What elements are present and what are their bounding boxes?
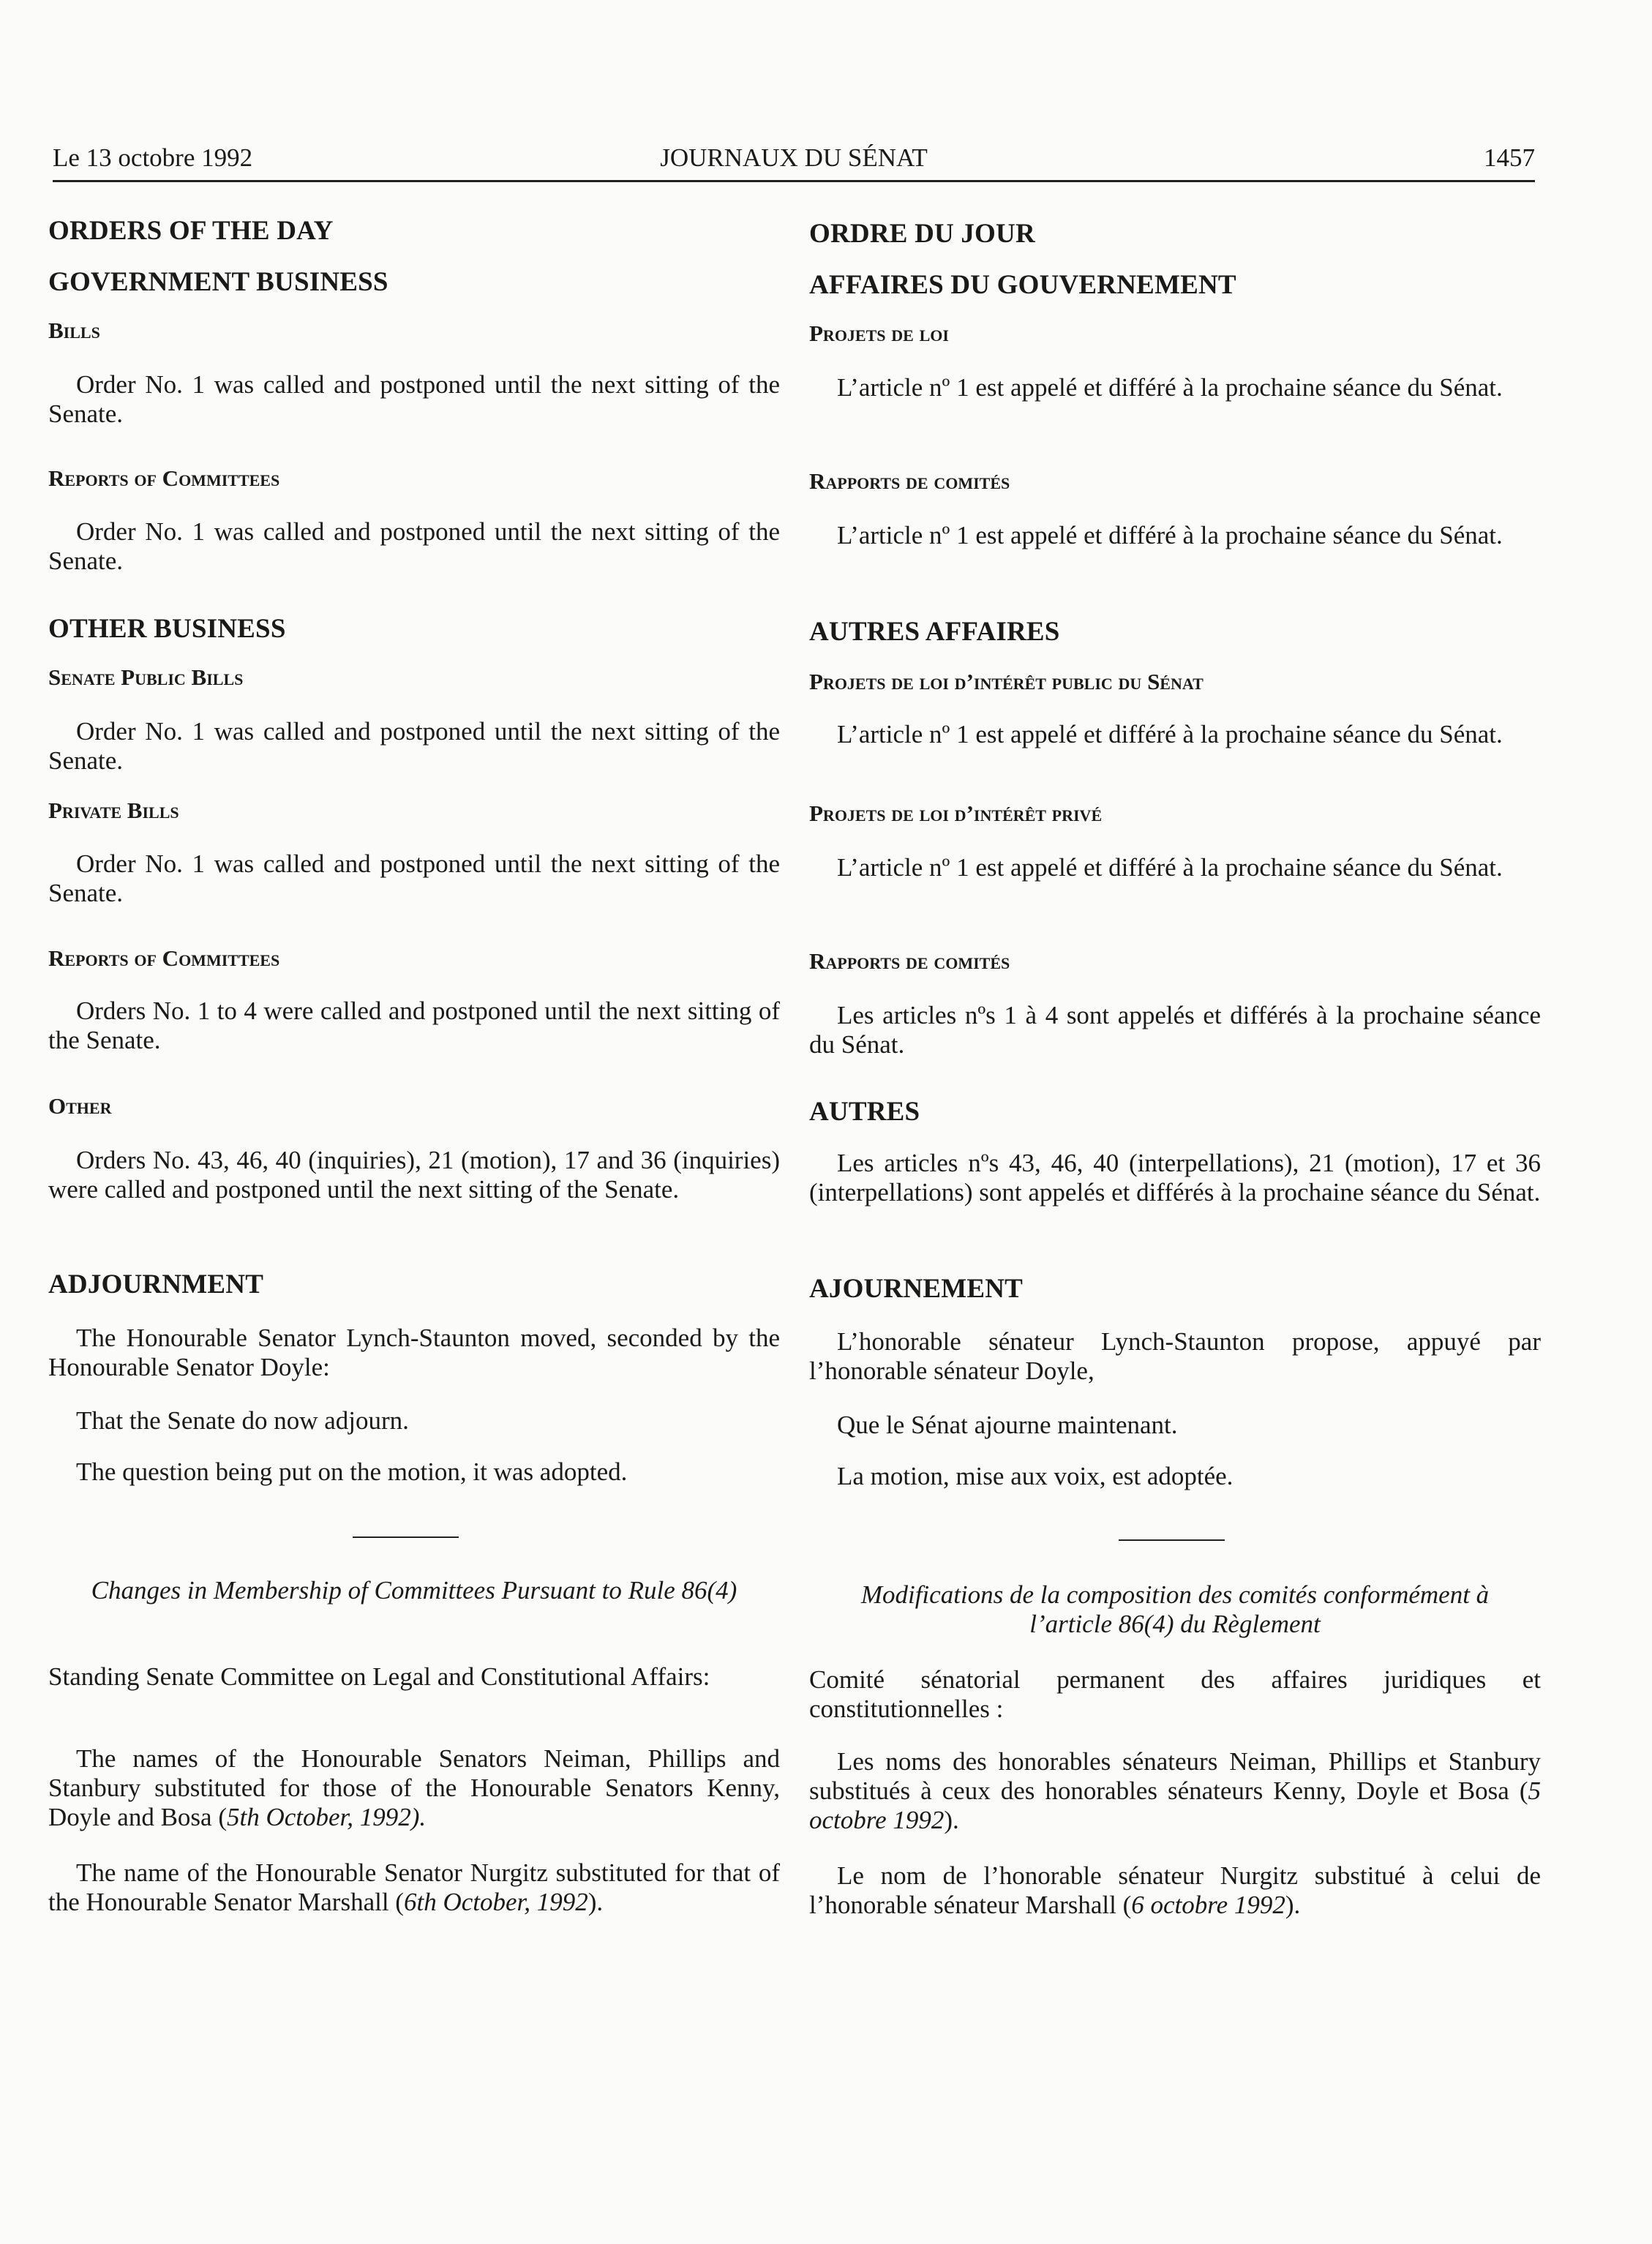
paragraph-private-bills: Order No. 1 was called and postponed until the next sitting of the Senate. <box>48 849 780 907</box>
paragraph-name-substituted: The name of the Honourable Senator Nurgitz substituted for that of the Honourable Senator Marshall (6th October, 1992). <box>48 1858 780 1916</box>
paragraph-ajournement-adoptee: La motion, mise aux voix, est adoptée. <box>837 1462 1234 1490</box>
paragraph-projets-interet-prive: L’article nº 1 est appelé et différé à la prochaine séance du Sénat. <box>837 853 1503 882</box>
changes-title: Changes in Membership of Committees Pursuant to Rule 86(4) <box>91 1576 737 1605</box>
paragraph-noms-substitues: Les noms des honorables sénateurs Neiman, Phillips et Stanbury substitués à ceux des honorables sénateurs Kenny, Doyle et Bosa (5 octobre 1992). <box>809 1747 1541 1834</box>
heading-affaires-du-gouvernement: AFFAIRES DU GOUVERNEMENT <box>809 270 1236 300</box>
subheading-private-bills: Private Bills <box>48 798 179 823</box>
heading-orders-of-the-day: ORDERS OF THE DAY <box>48 216 334 246</box>
section-divider <box>353 1536 459 1538</box>
heading-ajournement: AJOURNEMENT <box>809 1274 1024 1304</box>
paragraph-other: Orders No. 43, 46, 40 (inquiries), 21 (motion), 17 and 36 (inquiries) were called and postponed until the next sitting of the Senate. <box>48 1146 780 1204</box>
page-number: 1457 <box>1484 143 1535 172</box>
paragraph-adjournment-adopted: The question being put on the motion, it was adopted. <box>76 1457 628 1486</box>
heading-autres-affaires: AUTRES AFFAIRES <box>809 617 1060 647</box>
heading-ordre-du-jour: ORDRE DU JOUR <box>809 219 1035 249</box>
paragraph-ajournement-resolution: Que le Sénat ajourne maintenant. <box>837 1411 1178 1439</box>
paragraph-adjournment-motion: The Honourable Senator Lynch-Staunton moved, seconded by the Honourable Senator Doyle: <box>48 1324 780 1381</box>
header-date: Le 13 octobre 1992 <box>53 143 253 172</box>
heading-adjournment: ADJOURNMENT <box>48 1269 264 1299</box>
heading-government-business: GOVERNMENT BUSINESS <box>48 267 388 297</box>
subheading-reports-of-committees-2: Reports of Committees <box>48 945 280 971</box>
subheading-bills: Bills <box>48 318 100 343</box>
paragraph-names-substituted: The names of the Honourable Senators Neiman, Phillips and Stanbury substituted for those of the Honourable Senators Kenny, Doyle and Bosa (5th October, 1992). <box>48 1744 780 1831</box>
paragraph-rapports-de-comites: L’article nº 1 est appelé et différé à la prochaine séance du Sénat. <box>837 521 1503 549</box>
heading-autres: AUTRES <box>809 1097 920 1127</box>
comite-name: Comité sénatorial permanent des affaires juridiques et constitutionnelles : <box>809 1665 1541 1723</box>
paragraph-projets-interet-public: L’article nº 1 est appelé et différé à la prochaine séance du Sénat. <box>837 720 1503 748</box>
subheading-projets-interet-public: Projets de loi d’intérêt public du Sénat <box>809 669 1204 694</box>
paragraph-bills: Order No. 1 was called and postponed until the next sitting of the Senate. <box>48 370 780 428</box>
subheading-rapports-de-comites-2: Rapports de comités <box>809 948 1010 974</box>
section-divider-fr <box>1119 1539 1225 1541</box>
paragraph-projets-de-loi: L’article nº 1 est appelé et différé à la prochaine séance du Sénat. <box>837 373 1503 402</box>
paragraph-autres: Les articles nºs 43, 46, 40 (interpellations), 21 (motion), 17 et 36 (interpellations) sont appelés et différés à la prochaine séance du Sénat. <box>809 1149 1541 1207</box>
paragraph-reports-of-committees-2: Orders No. 1 to 4 were called and postponed until the next sitting of the Senate. <box>48 997 780 1054</box>
modifications-title: Modifications de la composition des comités conformément à l’article 86(4) du Règlement <box>860 1580 1490 1638</box>
paragraph-reports-of-committees: Order No. 1 was called and postponed until the next sitting of the Senate. <box>48 517 780 575</box>
paragraph-nom-substitue: Le nom de l’honorable sénateur Nurgitz substitué à celui de l’honorable sénateur Marshall (6 octobre 1992). <box>809 1861 1541 1919</box>
paragraph-rapports-de-comites-2: Les articles nºs 1 à 4 sont appelés et différés à la prochaine séance du Sénat. <box>809 1001 1541 1059</box>
heading-other-business: OTHER BUSINESS <box>48 614 286 644</box>
subheading-reports-of-committees: Reports of Committees <box>48 465 280 491</box>
paragraph-adjournment-resolution: That the Senate do now adjourn. <box>76 1406 409 1435</box>
paragraph-senate-public-bills: Order No. 1 was called and postponed until the next sitting of the Senate. <box>48 717 780 775</box>
subheading-projets-interet-prive: Projets de loi d’intérêt privé <box>809 800 1103 826</box>
header-title: JOURNAUX DU SÉNAT <box>660 143 928 172</box>
subheading-senate-public-bills: Senate Public Bills <box>48 664 244 690</box>
committee-name: Standing Senate Committee on Legal and Constitutional Affairs: <box>48 1662 710 1691</box>
subheading-projets-de-loi: Projets de loi <box>809 320 949 346</box>
subheading-rapports-de-comites: Rapports de comités <box>809 468 1010 494</box>
running-header <box>53 143 1535 182</box>
paragraph-ajournement-motion: L’honorable sénateur Lynch-Staunton propose, appuyé par l’honorable sénateur Doyle, <box>809 1327 1541 1385</box>
subheading-other: Other <box>48 1093 112 1119</box>
